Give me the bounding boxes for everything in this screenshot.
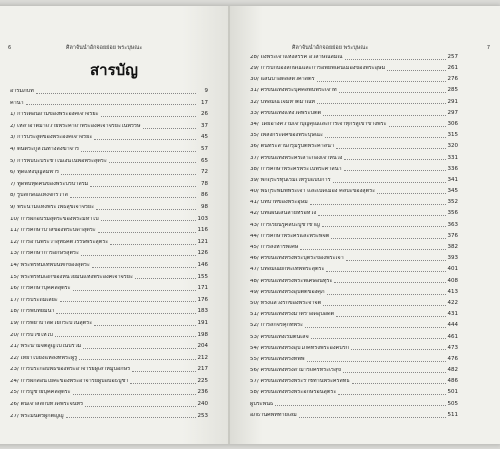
toc-entry-page: 486: [447, 378, 458, 385]
dot-leader: [98, 229, 196, 233]
toc-entry-title: 51/ ศรีขนแท่งทรงมาตราอดอุปอดีต: [250, 312, 335, 318]
toc-entry-page: 408: [447, 277, 458, 284]
dot-leader: [81, 148, 196, 152]
toc-entry: [250, 309, 458, 320]
toc-entry-page: 86: [201, 192, 208, 199]
toc-entry: [10, 295, 208, 307]
dot-leader: [323, 302, 445, 306]
toc-entry-page: 306: [447, 120, 458, 127]
toc-entry: [10, 272, 208, 284]
toc-entry: [250, 410, 458, 421]
dot-leader: [336, 145, 446, 149]
toc-entry-title: 25/ การบูชายบุคคลสุตระ: [10, 390, 71, 396]
dot-leader: [299, 414, 446, 418]
toc-entry-page: 78: [201, 180, 208, 187]
right-page: [230, 6, 500, 444]
toc-entry-page: 401: [447, 266, 458, 273]
dot-leader: [352, 380, 446, 384]
toc-entry: [250, 265, 458, 276]
toc-entry-page: 225: [197, 377, 208, 384]
dot-leader: [322, 223, 446, 227]
dot-leader: [143, 125, 196, 129]
toc-entry-title: 24/ การฝึกสอนโยคะของพระอาจารย์ผู้บีอัปอธิบูชา: [10, 378, 129, 384]
toc-entry: [250, 220, 458, 231]
toc-entry-page: 285: [447, 87, 458, 94]
toc-entry-title: 20/ การบวชให้ไป: [10, 332, 53, 338]
dot-leader: [70, 194, 196, 198]
toc-entry-title: 38/ การศึกษาพระศรีพระไปพระศาสนา: [250, 166, 342, 172]
toc-entry-title: 55/ ศรีขนแท่งทรงทิพพ์: [250, 356, 305, 362]
dot-leader: [101, 217, 196, 221]
toc-entry-title: 21/ พระนามจิตสูญไปในปีร่วม: [10, 344, 82, 350]
toc-entry-page: 376: [447, 232, 458, 239]
toc-entry-title: 53/ ศรีขนแท่งเริ่มต้นเลจ: [250, 334, 309, 340]
toc-entry: [250, 130, 458, 141]
toc-entry: [250, 108, 458, 119]
toc-entry-title: 35/ เพลงกระดีศของพระบุษณะ: [250, 133, 323, 139]
toc-entry: [10, 132, 208, 144]
running-header: ศิลาจันนำอักจอยย่อย พระบุษณะ: [66, 45, 143, 51]
toc-entry-title: 27/ พระมนตร์ผู้กตัญญู: [10, 413, 64, 419]
toc-entry-page: 336: [447, 165, 458, 172]
toc-entry-page: 217: [197, 366, 208, 373]
toc-entry-title: 4/ ต้นตระกูลในทางสังฆาจาร: [10, 147, 79, 153]
toc-entry-title: 36/ ต้นทระสำนักรุมรูปัติพระศาสนา: [250, 144, 334, 150]
toc-entry-page: 65: [201, 157, 208, 164]
toc-entry-title: 18/ การพบที่ยมนา: [10, 309, 55, 315]
dot-leader: [101, 113, 196, 117]
dot-leader: [94, 136, 196, 140]
toc-entry-page: 315: [447, 132, 458, 139]
toc-entry-title: 11/ การศึกษาบาลีของพระบิดาสุตระ: [10, 228, 96, 234]
toc-entry: [10, 156, 208, 168]
toc-entry-title: 49/ ศรีขนแท่งทรงอุปัตติของศุภ: [250, 289, 325, 295]
toc-entry: [10, 237, 208, 249]
toc-entry-title: 42/ บทแผนเส้นลายหรือหวง: [250, 211, 317, 217]
toc-entry-page: 212: [197, 354, 208, 361]
toc-entry-title: 22/ เหย้าไปยังแหล่งที่พระผู้รู้: [10, 355, 78, 361]
toc-entry-page: 505: [447, 400, 458, 407]
toc-entry: [10, 121, 208, 133]
toc-entry-page: 482: [447, 367, 458, 374]
toc-entry-page: 331: [447, 154, 458, 161]
dot-leader: [351, 346, 446, 350]
toc-entry-title: 26/ ต้นเจ้าสลักปีที่วัดพระจันทร์: [10, 402, 84, 408]
toc-entry: [250, 52, 458, 63]
toc-entry: [250, 354, 458, 365]
toc-entry-title: 46/ ศรีขนแท่งทรงพระบุตระของพระเจ้า: [250, 256, 344, 262]
toc-entry-page: 261: [447, 65, 458, 72]
toc-entry: [10, 144, 208, 156]
toc-entry: [250, 209, 458, 220]
dot-leader: [73, 287, 196, 291]
toc-entry-page: 393: [447, 255, 458, 262]
dot-leader: [338, 391, 445, 395]
toc-entry-title: 32/ บทสมณ์ใจมหาตมาณีที่: [250, 99, 316, 105]
toc-entry-title: 43/ การเรียนรู้ศิลปะบูชาชาญ: [250, 222, 320, 228]
toc-entry-page: 9: [204, 88, 208, 95]
toc-entry: [10, 225, 208, 237]
dot-leader: [327, 291, 446, 295]
toc-entry: [10, 306, 208, 318]
running-header: ศิลาจันนำอักจอยย่อย พระบุษณะ: [292, 45, 369, 51]
toc-entry-page: 155: [197, 273, 208, 280]
toc-entry-title: 29/ การปกป้องลักษณ์และการอพยพเดินเมืองของพระอุษม: [250, 66, 386, 72]
toc-entry-title: 40/ พิธีกุระพิมพ์พระเจ้า และเปิดเมือง ศิลปะของสุตระ: [250, 189, 376, 195]
toc-entry-page: 240: [197, 401, 208, 408]
page-title: สารบัญ: [90, 61, 138, 79]
toc-entry: [10, 248, 208, 260]
toc-entry-title: 9/ พระนามแห่งพระโพธิสุขเจ้าจริยะ: [10, 204, 95, 210]
dot-leader: [344, 156, 445, 160]
toc-entry-title: 7/ ทูดพบทุดคนของพระบริบาลรม: [10, 181, 89, 187]
toc-entry-page: 501: [447, 389, 458, 396]
toc-entry-page: 291: [447, 98, 458, 105]
toc-entry-title: 13/ การศึกษาการอักษรสุตระ: [10, 251, 79, 257]
toc-entry-title: อารัมภบท: [10, 89, 34, 95]
toc-entry-title: 31/ ศรีขนแท่งพระบุคคลพบพระเจ้าที่: [250, 88, 337, 94]
dot-leader: [387, 67, 445, 71]
toc-entry-page: 116: [197, 227, 208, 234]
toc-entry-title: 37/ ศรีขนแท่งพระศรีเสาะกองเจ้าหนวง: [250, 155, 343, 161]
dot-leader: [317, 100, 445, 104]
toc-entry-title: 57/ ศรีขนแท่งทรงพระราชทานพระศรีสิทธิ์: [250, 379, 350, 385]
toc-entry-title: 17/ การประถมเลียะ: [10, 297, 58, 303]
toc-entry-page: 473: [447, 344, 458, 351]
dot-leader: [326, 268, 445, 272]
toc-entry-page: 352: [447, 199, 458, 206]
toc-entry-title: 48/ ศรีขนแท่งทรงพระพิเศษอินทุระ: [250, 278, 333, 284]
dot-leader: [334, 279, 445, 283]
toc-entry-title: 8/ รูปลักษณ์แห่งจักรวาล: [10, 193, 68, 199]
dot-leader: [336, 313, 445, 317]
toc-entry-page: 444: [447, 322, 458, 329]
toc-list: [250, 52, 458, 421]
toc-entry: [10, 329, 208, 341]
toc-entry: [10, 214, 208, 226]
toc-entry: [250, 119, 458, 130]
toc-entry-title: 16/ การศึกษาบุคคลสุตระ: [10, 286, 71, 292]
toc-entry-page: 198: [197, 331, 208, 338]
toc-entry-page: 176: [197, 296, 208, 303]
toc-entry-page: 204: [197, 343, 208, 350]
toc-entry-page: 236: [197, 389, 208, 396]
dot-leader: [90, 183, 196, 187]
toc-entry: [250, 186, 458, 197]
toc-entry-title: 39/ พิกฤระรทุนเริ่มเวทีรูปแบบการ: [250, 177, 331, 183]
toc-entry: [250, 376, 458, 387]
toc-entry: [10, 341, 208, 353]
toc-entry-page: 57: [201, 146, 208, 153]
toc-entry-title: 3/ การประสูติของพระองค์เจ้าจริยะ: [10, 135, 93, 141]
toc-entry: [10, 202, 208, 214]
dot-leader: [55, 333, 196, 337]
toc-entry: [10, 283, 208, 295]
toc-entry-page: 363: [447, 221, 458, 228]
toc-entry: [250, 142, 458, 153]
toc-entry-title: 58/ ศรีขนแท่งทรงพระอักษรอันสุตระ: [250, 390, 337, 396]
toc-entry: [10, 399, 208, 411]
toc-entry: [250, 97, 458, 108]
toc-entry-title: 54/ ศรีขนแท่งทรงอุปโภคทรงพระองค์บริกิ: [250, 345, 349, 351]
toc-entry: [250, 86, 458, 97]
toc-entry-title: 2/ เหล่าอาตมาถวายพระคาถาพระองค์เจ้าจริยะในพรรษ์: [10, 123, 141, 129]
toc-entry: [10, 190, 208, 202]
toc-entry: [250, 175, 458, 186]
toc-entry: [10, 376, 208, 388]
dot-leader: [389, 123, 446, 127]
toc-entry: [250, 343, 458, 354]
toc-entry: [10, 167, 208, 179]
toc-entry-page: 98: [201, 203, 208, 210]
toc-entry: [10, 364, 208, 376]
toc-entry-page: 476: [447, 355, 458, 362]
dot-leader: [318, 212, 445, 216]
toc-entry-title: 19/ การพยาบาลด้วยกระบวนสุตระ: [10, 320, 93, 326]
toc-entry: [10, 179, 208, 191]
open-book: [0, 6, 500, 444]
toc-entry: [250, 197, 458, 208]
toc-entry: [250, 63, 458, 74]
toc-entry: [250, 164, 458, 175]
dot-leader: [109, 159, 196, 163]
toc-entry: [10, 318, 208, 330]
toc-entry: [250, 388, 458, 399]
toc-entry-title: ผู้ประพันธ์: [250, 401, 274, 407]
toc-entry-page: 171: [197, 285, 208, 292]
toc-entry: [10, 98, 208, 110]
toc-entry-title: คำนำ: [10, 100, 24, 106]
dot-leader: [307, 358, 446, 362]
toc-entry-title: 23/ การประกอบพิธีของพระอาจารย์ผู้เลาหมู่ปีอักษร: [10, 367, 131, 373]
toc-entry-title: 5/ การพบปะประชาในเงินในพ่อพระสุตระ: [10, 158, 107, 164]
toc-entry: [10, 86, 208, 98]
toc-entry-title: 14/ พระพรหมเทพบันทึกของสุตระ: [10, 262, 90, 268]
toc-entry-page: 126: [197, 250, 208, 257]
toc-entry-title: 41/ บทบาทของพระอุษม: [250, 200, 308, 206]
toc-entry: [250, 321, 458, 332]
toc-entry-page: 17: [201, 99, 208, 106]
toc-entry-title: 52/ การสักจรคุกทพระ: [250, 323, 304, 329]
toc-entry-page: 253: [197, 412, 208, 419]
toc-entry-page: 26: [201, 111, 208, 118]
toc-entry: [250, 298, 458, 309]
toc-entry: [250, 242, 458, 253]
dot-leader: [317, 78, 446, 82]
dot-leader: [377, 190, 445, 194]
toc-entry-page: 103: [197, 215, 208, 222]
toc-entry-page: 297: [447, 109, 458, 116]
dot-leader: [61, 171, 196, 175]
toc-entry-page: 341: [447, 176, 458, 183]
toc-entry: [250, 253, 458, 264]
dot-leader: [60, 298, 196, 302]
toc-entry-page: 320: [447, 143, 458, 150]
dot-leader: [26, 101, 196, 105]
toc-entry-page: 257: [447, 53, 458, 60]
toc-entry-page: 146: [197, 261, 208, 268]
dot-leader: [310, 201, 446, 205]
toc-entry: [250, 74, 458, 85]
toc-entry-title: 44/ การศึกษาพระศรีและพระพิจิต: [250, 233, 330, 239]
dot-leader: [323, 112, 445, 116]
toc-entry-title: 1/ การเตือนถามของพระองค์เจ้าจริยะ: [10, 112, 99, 118]
dot-leader: [96, 206, 196, 210]
dot-leader: [132, 368, 195, 372]
toc-entry-title: 10/ การฝึกอบรมสุตระของพระมหาไป: [10, 216, 99, 222]
toc-entry-title: 47/ บทสมณ์ยกทะเทพพระสุตระ: [250, 267, 325, 273]
toc-entry-page: 382: [447, 244, 458, 251]
toc-entry-page: 413: [447, 288, 458, 295]
dot-leader: [311, 335, 446, 339]
toc-entry-page: 72: [201, 169, 208, 176]
toc-entry-page: 422: [447, 299, 458, 306]
dot-leader: [81, 252, 196, 256]
dot-leader: [339, 89, 446, 93]
dot-leader: [85, 403, 195, 407]
dot-leader: [135, 275, 196, 279]
dot-leader: [325, 134, 446, 138]
toc-entry-page: 37: [201, 122, 208, 129]
dot-leader: [300, 246, 445, 250]
toc-entry: [250, 287, 458, 298]
toc-entry: [250, 332, 458, 343]
toc-list: [10, 86, 208, 422]
toc-entry-page: 461: [447, 333, 458, 340]
toc-entry-title: 6/ ทุดแห่งบุญสัมพาร: [10, 170, 59, 176]
toc-entry-title: 50/ ทรงแสวงรักของพระจำจิต: [250, 300, 322, 306]
toc-entry: [250, 399, 458, 410]
toc-entry-page: 431: [447, 311, 458, 318]
dot-leader: [73, 391, 196, 395]
page-number: 6: [8, 45, 12, 51]
toc-entry-page: 183: [197, 308, 208, 315]
dot-leader: [56, 310, 195, 314]
dot-leader: [275, 402, 445, 406]
toc-entry-title: 34/ โดยอ้างความเจ้าบุญคุณและการเจ้าทุกรสูเข้าข้างพระ: [250, 121, 387, 127]
toc-entry-page: 45: [201, 134, 208, 141]
toc-entry: [250, 365, 458, 376]
toc-entry-page: 345: [447, 188, 458, 195]
dot-leader: [83, 345, 195, 349]
toc-entry-title: 45/ การสังหารพิเศษ: [250, 245, 299, 251]
dot-leader: [344, 167, 446, 171]
toc-entry: [250, 231, 458, 242]
dot-leader: [110, 241, 195, 245]
toc-entry-title: 15/ พระพรหมเอกของหน่วยมันแห่งพระองค์เจ้าจริยะ: [10, 274, 133, 280]
toc-entry-page: 511: [447, 411, 458, 418]
dot-leader: [333, 179, 446, 183]
toc-entry: [250, 153, 458, 164]
toc-entry: [10, 260, 208, 272]
dot-leader: [66, 414, 196, 418]
toc-entry-page: 191: [197, 319, 208, 326]
toc-entry-page: 356: [447, 210, 458, 217]
dot-leader: [130, 380, 195, 384]
toc-entry-title: อภิธานศัพท์ท้ายเล่ม: [250, 412, 297, 418]
dot-leader: [94, 322, 195, 326]
toc-entry-title: 33/ ศรีขนแท่งแห่งวัดพระบัตติ: [250, 110, 322, 116]
toc-entry: [250, 276, 458, 287]
dot-leader: [92, 264, 196, 268]
toc-entry: [10, 109, 208, 121]
dot-leader: [343, 369, 445, 373]
dot-leader: [36, 90, 196, 94]
toc-entry-page: 121: [197, 238, 208, 245]
dot-leader: [346, 257, 446, 261]
toc-entry-page: 276: [447, 76, 458, 83]
dot-leader: [79, 356, 195, 360]
dot-leader: [331, 235, 445, 239]
toc-entry: [10, 411, 208, 423]
page-number: 7: [486, 45, 490, 51]
toc-entry-title: 30/ แสนปาอัตสสัตว์ศาสตร์: [250, 77, 315, 83]
toc-entry: [10, 353, 208, 365]
dot-leader: [305, 324, 445, 328]
toc-entry: [10, 387, 208, 399]
toc-entry-title: 56/ ศรีขนแท่งทรงสามารถศรีทระเรสุข: [250, 368, 342, 374]
toc-entry-title: 12/ การอ่านพระวาสุทธ์ศตวรรษพระสุตระ: [10, 239, 109, 245]
dot-leader: [345, 56, 446, 60]
left-page: [0, 6, 230, 444]
toc-entry-title: 28/ ถึงพระเจ้าแห่งสรรค์ อวสาษณสมณ์: [250, 54, 343, 60]
